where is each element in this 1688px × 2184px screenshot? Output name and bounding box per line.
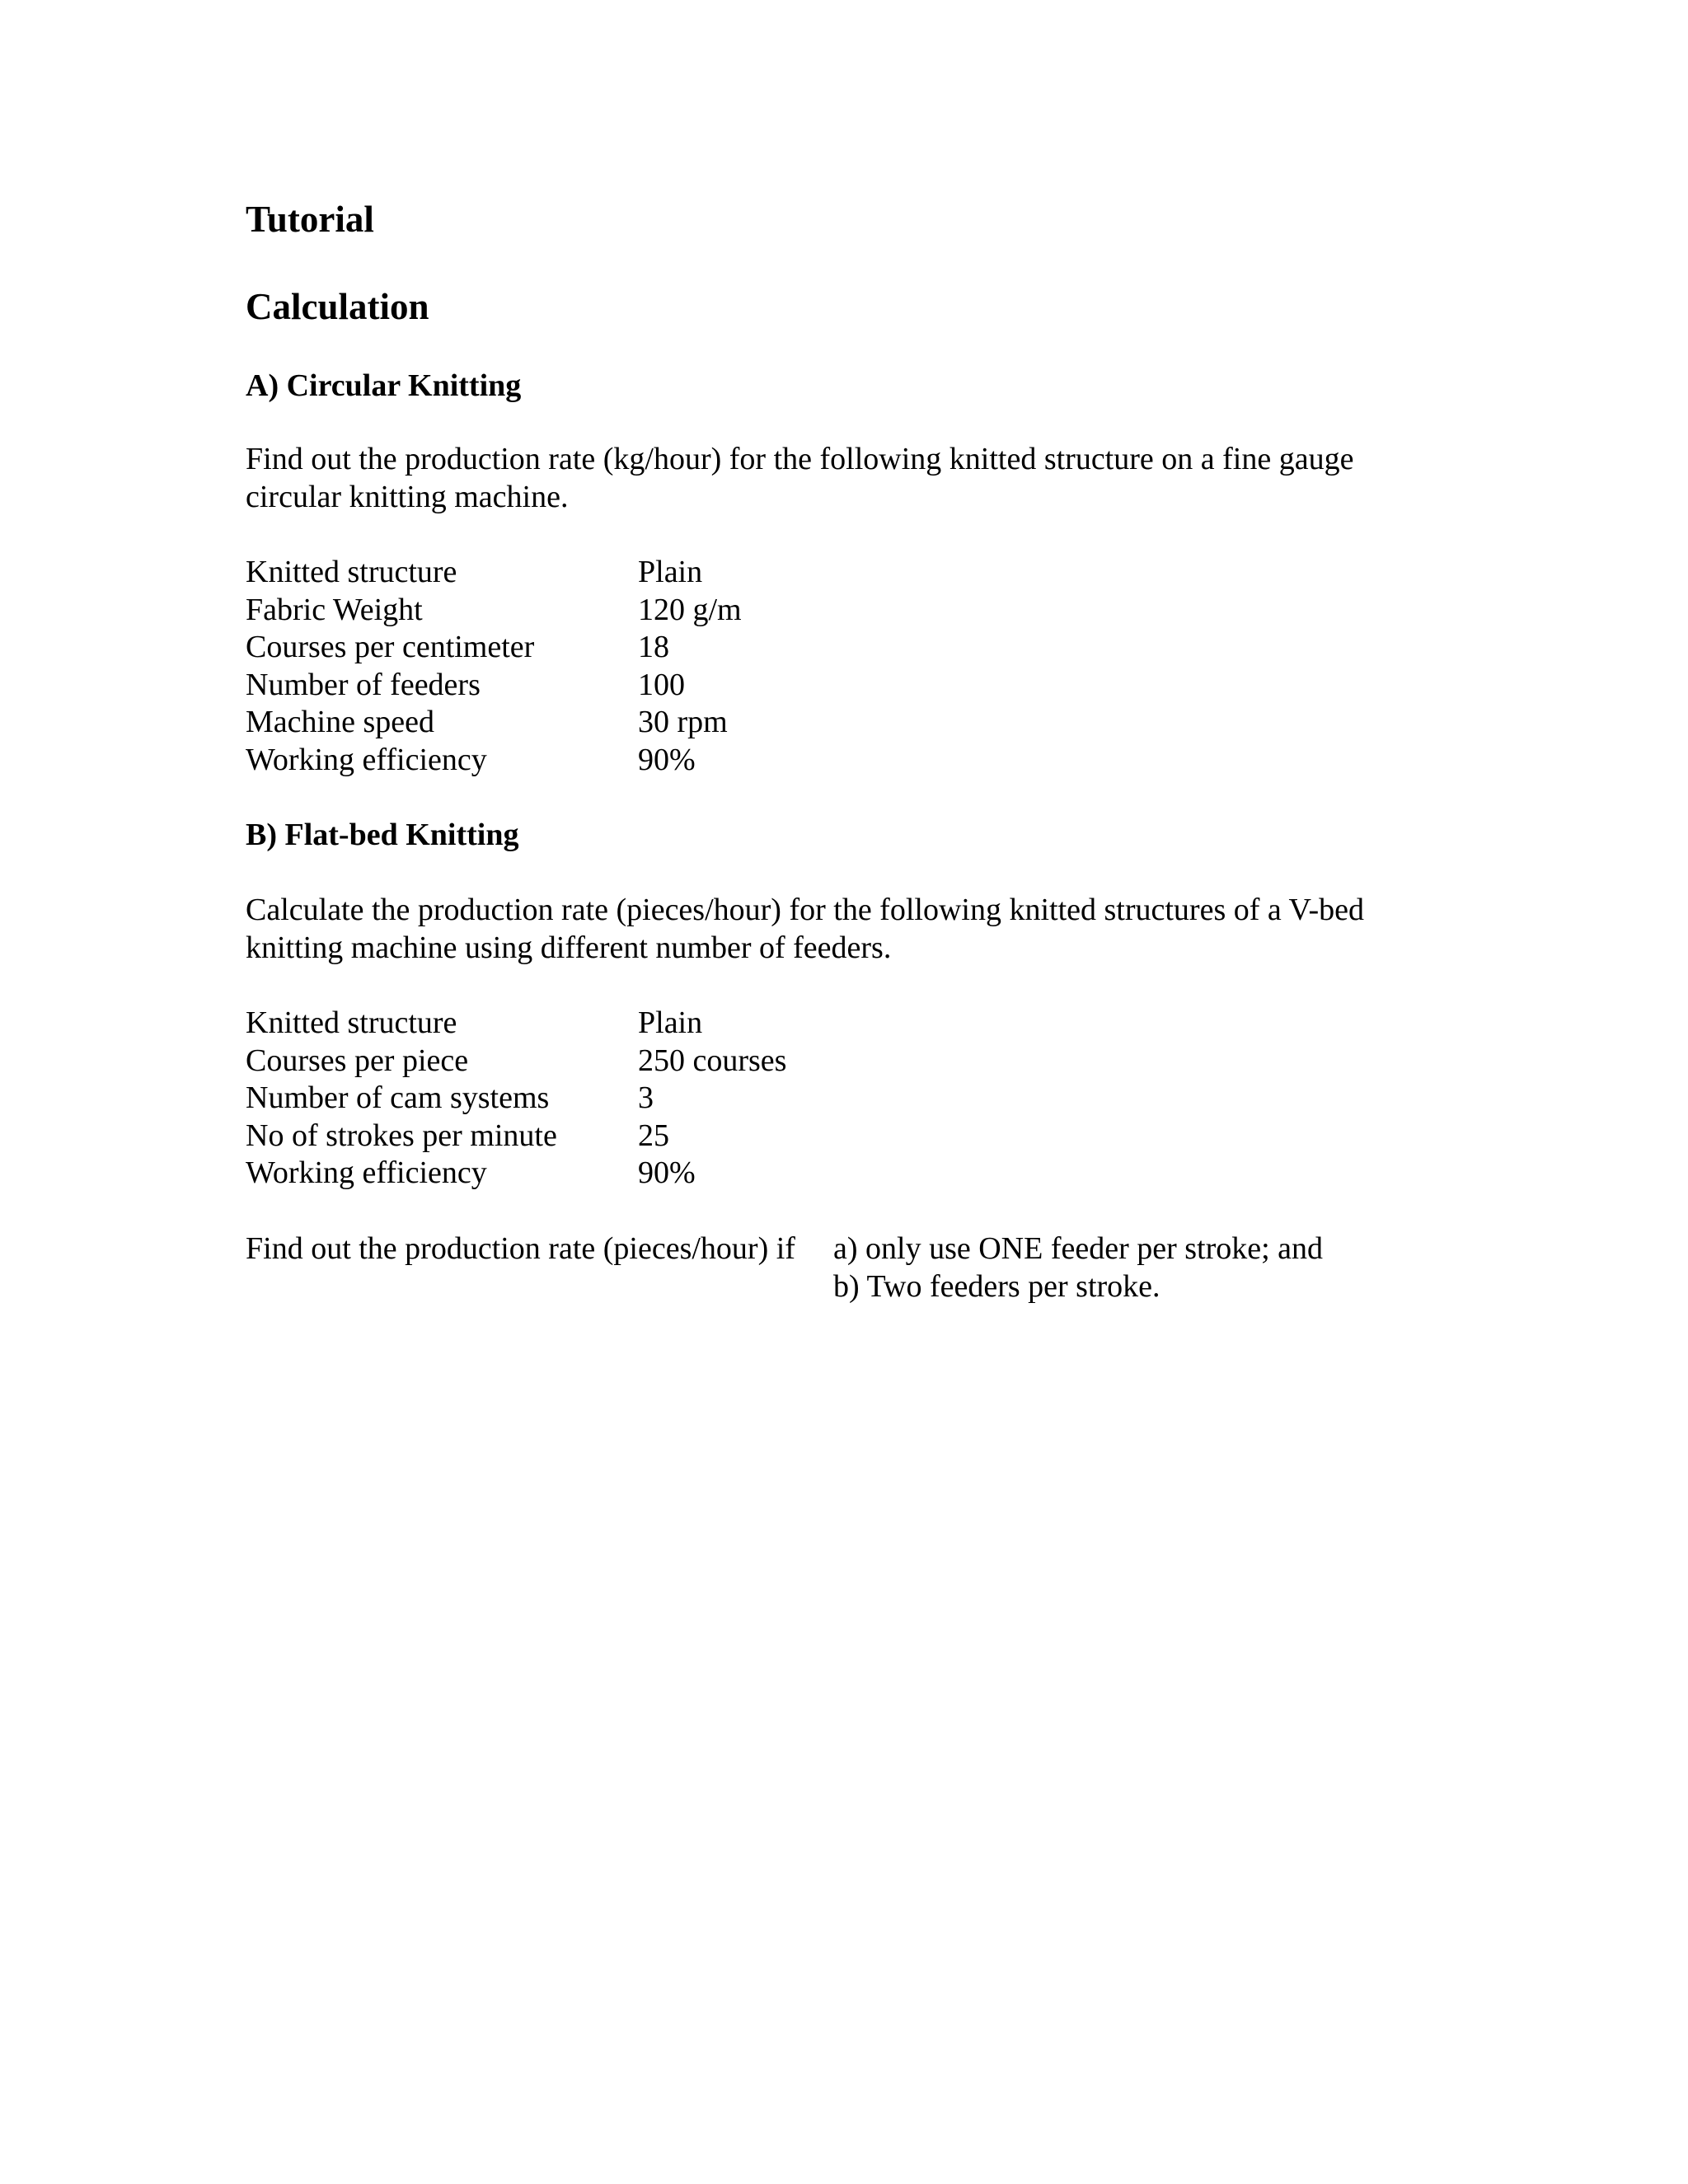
question-lead: Find out the production rate (pieces/hour) if [246,1231,795,1266]
question-option: b) Two feeders per stroke. [833,1268,1160,1304]
section-a-intro-line: circular knitting machine. [246,479,569,514]
parameter-value: 30 rpm [638,705,728,739]
section-b-intro-line: knitting machine using different number of feeders. [246,930,892,965]
parameter-row [246,704,1400,742]
parameter-row [246,1043,1400,1080]
parameter-label: Number of cam systems [246,1080,550,1115]
parameter-label: Courses per centimeter [246,630,535,664]
parameter-value: Plain [638,1005,703,1040]
document-title: Tutorial [246,199,374,240]
parameter-label: Number of feeders [246,667,481,702]
section-b-intro [246,892,1364,967]
parameter-value: Plain [638,555,703,589]
parameter-label: Knitted structure [246,1005,457,1040]
parameter-value: 120 g/m [638,592,742,627]
parameter-label: Working efficiency [246,1155,487,1190]
parameter-label: Knitted structure [246,555,457,589]
document-subtitle: Calculation [246,286,429,327]
parameter-label: Fabric Weight [246,592,423,627]
section-b-parameters [246,1005,1400,1193]
section-a-parameters [246,554,1400,779]
parameter-row [246,667,1400,705]
section-a-heading: A) Circular Knitting [246,368,522,403]
section-b-intro-line: Calculate the production rate (pieces/hour) for the following knitted structures of a V-bed [246,893,1365,927]
section-b-heading: B) Flat-bed Knitting [246,818,519,852]
parameter-row [246,592,1400,630]
question-row [246,1230,1482,1268]
parameter-value: 250 courses [638,1043,787,1078]
parameter-value: 90% [638,1155,696,1190]
parameter-row [246,629,1400,667]
parameter-value: 100 [638,667,685,702]
section-a-intro-line: Find out the production rate (kg/hour) for the following knitted structure on a fine gauge [246,442,1354,476]
section-b-question [246,1230,1482,1305]
parameter-row [246,1005,1400,1043]
parameter-row [246,1155,1400,1193]
parameter-label: Machine speed [246,705,434,739]
parameter-value: 18 [638,630,669,664]
parameter-row [246,1118,1400,1155]
question-row [246,1268,1482,1306]
parameter-value: 90% [638,742,696,777]
section-a-intro [246,441,1353,516]
question-option: a) only use ONE feeder per stroke; and [833,1231,1324,1266]
parameter-row [246,742,1400,780]
parameter-label: Working efficiency [246,742,487,777]
parameter-label: Courses per piece [246,1043,469,1078]
parameter-row [246,1080,1400,1118]
parameter-value: 25 [638,1118,669,1153]
parameter-label: No of strokes per minute [246,1118,557,1153]
parameter-value: 3 [638,1080,654,1115]
parameter-row [246,554,1400,592]
